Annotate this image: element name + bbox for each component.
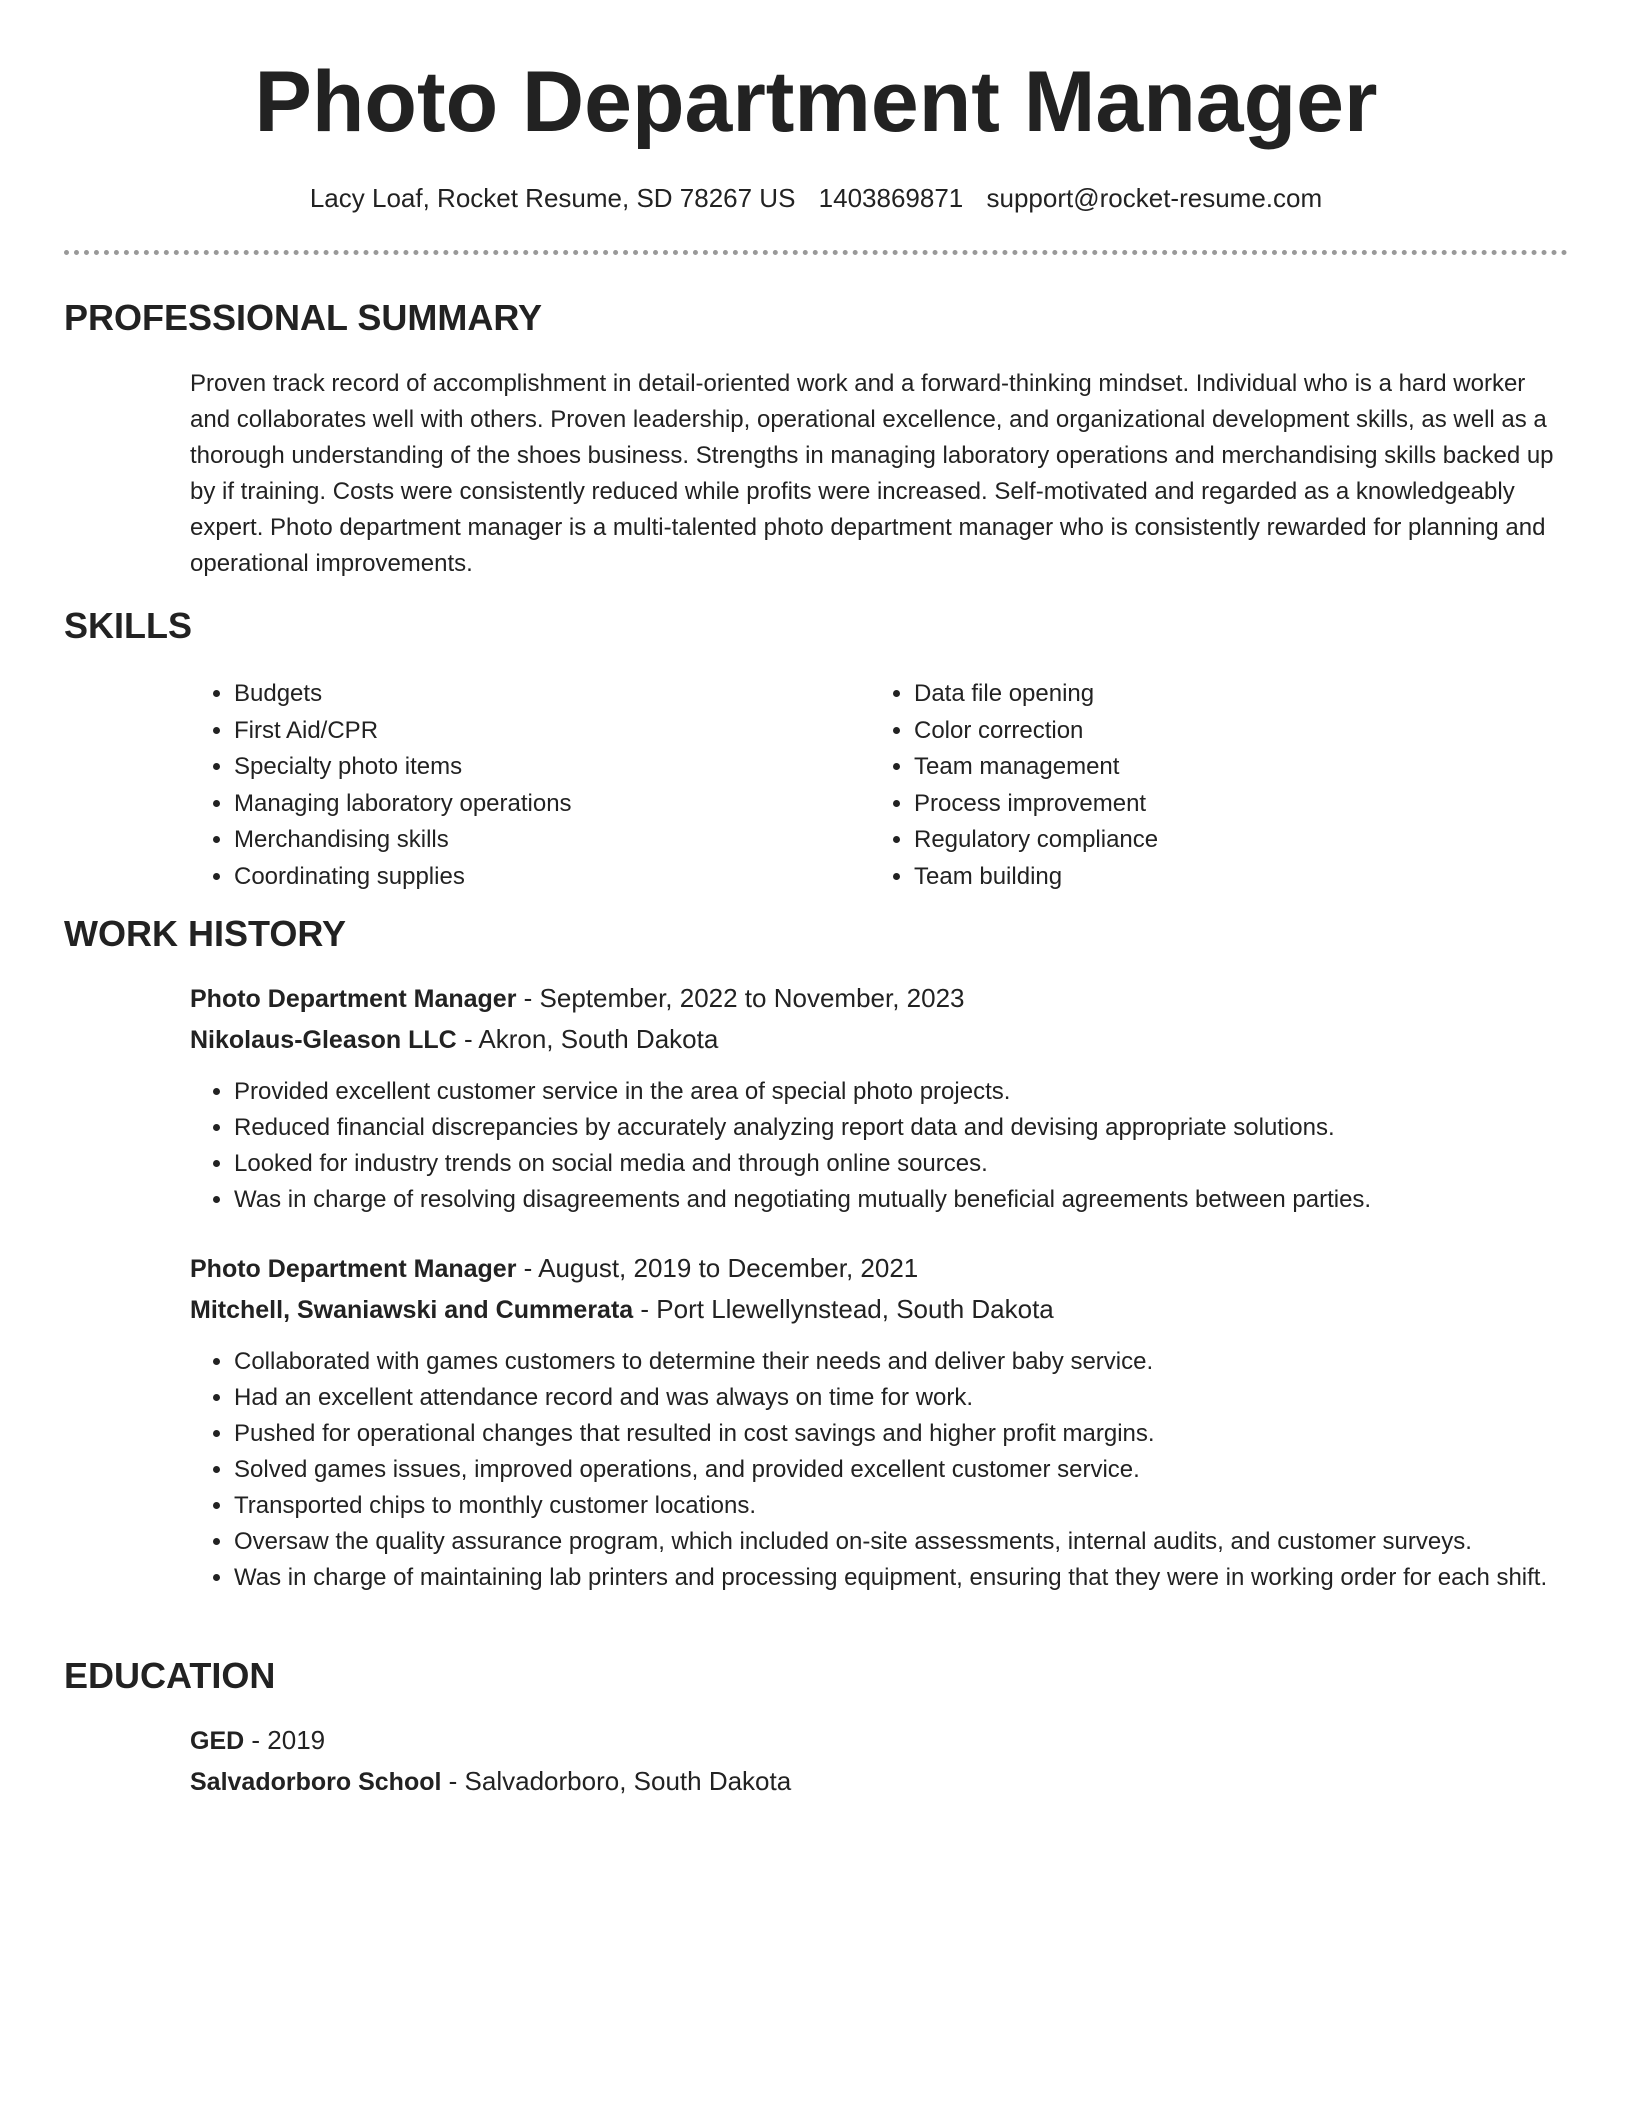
job-dates: - September, 2022 to November, 2023 — [516, 983, 965, 1013]
job-bullet: • Provided excellent customer service in the area of special photo projects. — [234, 1074, 1570, 1110]
summary-text: Proven track record of accomplishment in detail-oriented work and a forward-thinking mindset. Individual who is a hard worker and collaborates well with others. Proven leadership, operational excellence, and organizational development skills, as well as a thorough understanding of the shoes business. Strengths in managing laboratory operations and merchandising skills backed up by if training. Costs were consistently reduced while profits were increased. Self-motivated and regarded as a knowledgeably expert. Photo department manager is a multi-talented photo department manager who is consistently rewarded for planning and operational improvements. — [190, 370, 1554, 577]
contact-address: Lacy Loaf, Rocket Resume, SD 78267 US — [309, 183, 796, 213]
education-location: - Salvadorboro, South Dakota — [441, 1766, 792, 1796]
job-location: - Akron, South Dakota — [456, 1024, 719, 1054]
job-location: - Port Llewellynstead, South Dakota — [633, 1294, 1054, 1324]
job-company-line — [190, 1289, 1570, 1330]
summary-heading: PROFESSIONAL SUMMARY — [64, 297, 543, 338]
skill-item: • First Aid/CPR — [234, 713, 870, 750]
skill-item: • Team building — [914, 859, 1550, 896]
job-bullet: • Reduced financial discrepancies by accurately analyzing report data and devising appropriate solutions. — [234, 1110, 1570, 1146]
education-year: - 2019 — [244, 1725, 326, 1755]
skills-column-right — [870, 676, 1550, 896]
education-degree: GED — [190, 1727, 245, 1755]
education-degree-line — [190, 1720, 1570, 1761]
job-title-line — [190, 1248, 1570, 1289]
skills-column-left — [190, 676, 870, 896]
education-heading: EDUCATION — [64, 1655, 276, 1696]
skill-item: • Merchandising skills — [234, 822, 870, 859]
job-company-line — [190, 1019, 1570, 1060]
skills-heading: SKILLS — [64, 605, 193, 646]
skill-item: • Specialty photo items — [234, 749, 870, 786]
skill-item: • Team management — [914, 749, 1550, 786]
skill-item: • Coordinating supplies — [234, 859, 870, 896]
job-bullet: • Pushed for operational changes that resulted in cost savings and higher profit margins. — [234, 1416, 1570, 1452]
job-bullet: • Looked for industry trends on social media and through online sources. — [234, 1146, 1570, 1182]
job-company: Nikolaus-Gleason LLC — [190, 1026, 457, 1054]
job-entry — [190, 1248, 1570, 1596]
skill-item: • Color correction — [914, 713, 1550, 750]
skill-item: • Regulatory compliance — [914, 822, 1550, 859]
education-entry — [190, 1720, 1570, 1802]
job-bullets — [190, 1074, 1570, 1218]
job-bullet: • Solved games issues, improved operations, and provided excellent customer service. — [234, 1452, 1570, 1488]
skill-item: • Managing laboratory operations — [234, 786, 870, 823]
education-school: Salvadorboro School — [190, 1768, 442, 1796]
job-entry — [190, 978, 1570, 1218]
contact-phone: 1403869871 — [818, 183, 964, 213]
work-history-heading: WORK HISTORY — [64, 913, 347, 954]
job-bullet: • Collaborated with games customers to determine their needs and deliver baby service. — [234, 1344, 1570, 1380]
skill-item: • Budgets — [234, 676, 870, 713]
job-title-line — [190, 978, 1570, 1019]
contact-line — [0, 180, 1632, 216]
page-title: Photo Department Manager — [254, 54, 1378, 150]
job-company: Mitchell, Swaniawski and Cummerata — [190, 1296, 634, 1324]
job-dates: - August, 2019 to December, 2021 — [516, 1253, 919, 1283]
job-bullet: • Oversaw the quality assurance program, which included on-site assessments, internal audits, and customer surveys. — [234, 1524, 1570, 1560]
job-bullet: • Was in charge of maintaining lab printers and processing equipment, ensuring that they were in working order for each shift. — [234, 1560, 1570, 1596]
skill-item: • Process improvement — [914, 786, 1550, 823]
job-bullet: • Transported chips to monthly customer locations. — [234, 1488, 1570, 1524]
job-bullets — [190, 1344, 1570, 1596]
job-title: Photo Department Manager — [190, 985, 517, 1013]
job-title: Photo Department Manager — [190, 1255, 517, 1283]
skills-list — [190, 676, 1570, 896]
contact-email: support@rocket-resume.com — [986, 183, 1323, 213]
job-bullet: • Was in charge of resolving disagreements and negotiating mutually beneficial agreements between parties. — [234, 1182, 1570, 1218]
job-bullet: • Had an excellent attendance record and was always on time for work. — [234, 1380, 1570, 1416]
header-divider — [64, 250, 1568, 255]
education-school-line — [190, 1761, 1570, 1802]
skill-item: • Data file opening — [914, 676, 1550, 713]
